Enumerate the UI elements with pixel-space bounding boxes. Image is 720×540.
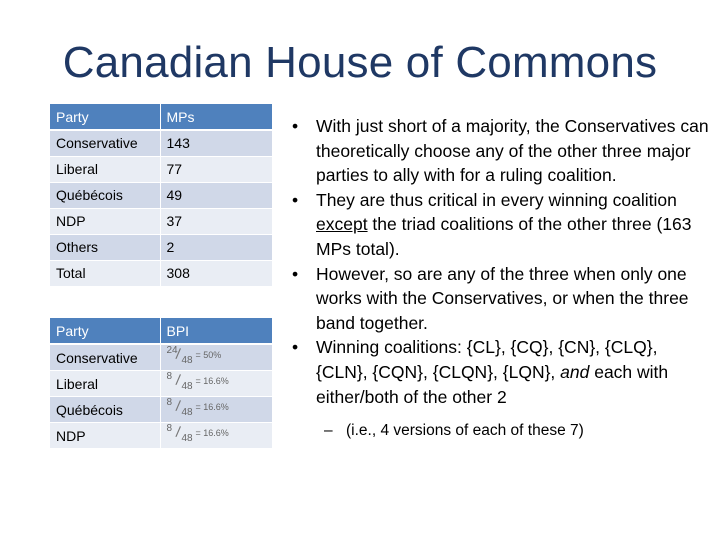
party-cell: Liberal <box>50 156 160 182</box>
table-row <box>50 423 272 449</box>
bullet-item <box>290 114 710 188</box>
bullet-item <box>290 188 710 262</box>
header-party: Party <box>50 104 160 130</box>
bpi-cell <box>160 344 272 371</box>
bullet-text <box>316 337 668 406</box>
mps-table <box>50 104 272 287</box>
bullet-text: However, so are any of the three when only one works with the Conservatives, or when the three band together. <box>316 263 689 333</box>
table-row <box>50 182 272 208</box>
fraction-denominator: 48 <box>181 355 193 366</box>
sub-bullet-text: (i.e., 4 versions of each of these 7) <box>346 422 584 440</box>
header-party: Party <box>50 318 160 344</box>
bpi-fraction <box>167 423 247 445</box>
bullet-list <box>290 114 710 444</box>
mps-cell: 2 <box>160 234 272 260</box>
table-row <box>50 130 272 156</box>
underlined-word: except <box>316 214 368 235</box>
text-run: each with either/both of the other 2 <box>316 361 669 407</box>
table-row <box>50 208 272 234</box>
fraction-slash: / <box>174 345 181 364</box>
text-run: They are thus critical in every winning coalition <box>316 189 677 210</box>
party-cell: Québécois <box>50 182 160 208</box>
bpi-fraction <box>167 345 247 367</box>
bpi-cell <box>160 371 272 397</box>
bullet-glyph: • <box>292 263 299 284</box>
fraction-slash: / <box>174 397 181 416</box>
bpi-cell <box>160 423 272 449</box>
fraction-numerator: 8 <box>166 397 173 408</box>
bullet-text <box>316 190 692 259</box>
fraction-result: = 16.6% <box>195 376 229 386</box>
bullet-item <box>290 335 710 409</box>
table-row <box>50 344 272 371</box>
table-row <box>50 260 272 286</box>
bullet-glyph: • <box>292 189 299 210</box>
party-cell: Total <box>50 260 160 286</box>
party-cell: Conservative <box>50 344 160 371</box>
bullet-glyph: • <box>292 116 299 136</box>
mps-cell: 308 <box>160 260 272 286</box>
table-row <box>50 234 272 260</box>
fraction-result: = 16.6% <box>195 402 229 412</box>
fraction-numerator: 24 <box>166 345 178 356</box>
bpi-cell <box>160 397 272 423</box>
fraction-denominator: 48 <box>181 433 193 444</box>
dash-glyph: – <box>324 422 333 440</box>
table-header-row <box>50 318 272 344</box>
bullet-glyph: • <box>292 337 299 358</box>
header-bpi: BPI <box>160 318 272 344</box>
fraction-slash: / <box>174 423 181 442</box>
table-row <box>50 371 272 397</box>
fraction-denominator: 48 <box>181 407 193 418</box>
mps-cell: 37 <box>160 208 272 234</box>
bullet-text: With just short of a majority, the Conservatives can theoretically choose any of the other three major parties to ally with for a ruling coalition. <box>316 116 709 186</box>
bpi-fraction <box>167 397 247 419</box>
table-header-row <box>50 104 272 130</box>
party-cell: Conservative <box>50 130 160 156</box>
text-run: Winning coalitions: {CL}, {CQ}, {CN}, {CLQ}, {CLN}, {CQN}, {CLQN}, {LQN}, <box>316 337 658 382</box>
fraction-slash: / <box>174 371 181 390</box>
mps-cell: 77 <box>160 156 272 182</box>
mps-cell: 143 <box>160 130 272 156</box>
table-row <box>50 397 272 423</box>
mps-cell: 49 <box>160 182 272 208</box>
header-mps: MPs <box>160 104 272 130</box>
table-row <box>50 156 272 182</box>
party-cell: NDP <box>50 423 160 449</box>
bpi-table <box>50 318 272 449</box>
fraction-result: = 16.6% <box>195 428 229 438</box>
fraction-denominator: 48 <box>181 381 193 392</box>
party-cell: Others <box>50 234 160 260</box>
fraction-numerator: 8 <box>166 371 173 382</box>
slide-title: Canadian House of Commons <box>62 38 658 87</box>
text-run: the triad coalitions of the other three (163 MPs total). <box>316 214 692 259</box>
sub-bullet-item <box>290 419 710 444</box>
italic-word: and <box>560 361 590 382</box>
bpi-fraction <box>167 371 247 393</box>
fraction-result: = 50% <box>195 350 222 360</box>
party-cell: NDP <box>50 208 160 234</box>
bullet-item <box>290 262 710 336</box>
party-cell: Québécois <box>50 397 160 423</box>
party-cell: Liberal <box>50 371 160 397</box>
fraction-numerator: 8 <box>166 423 173 434</box>
